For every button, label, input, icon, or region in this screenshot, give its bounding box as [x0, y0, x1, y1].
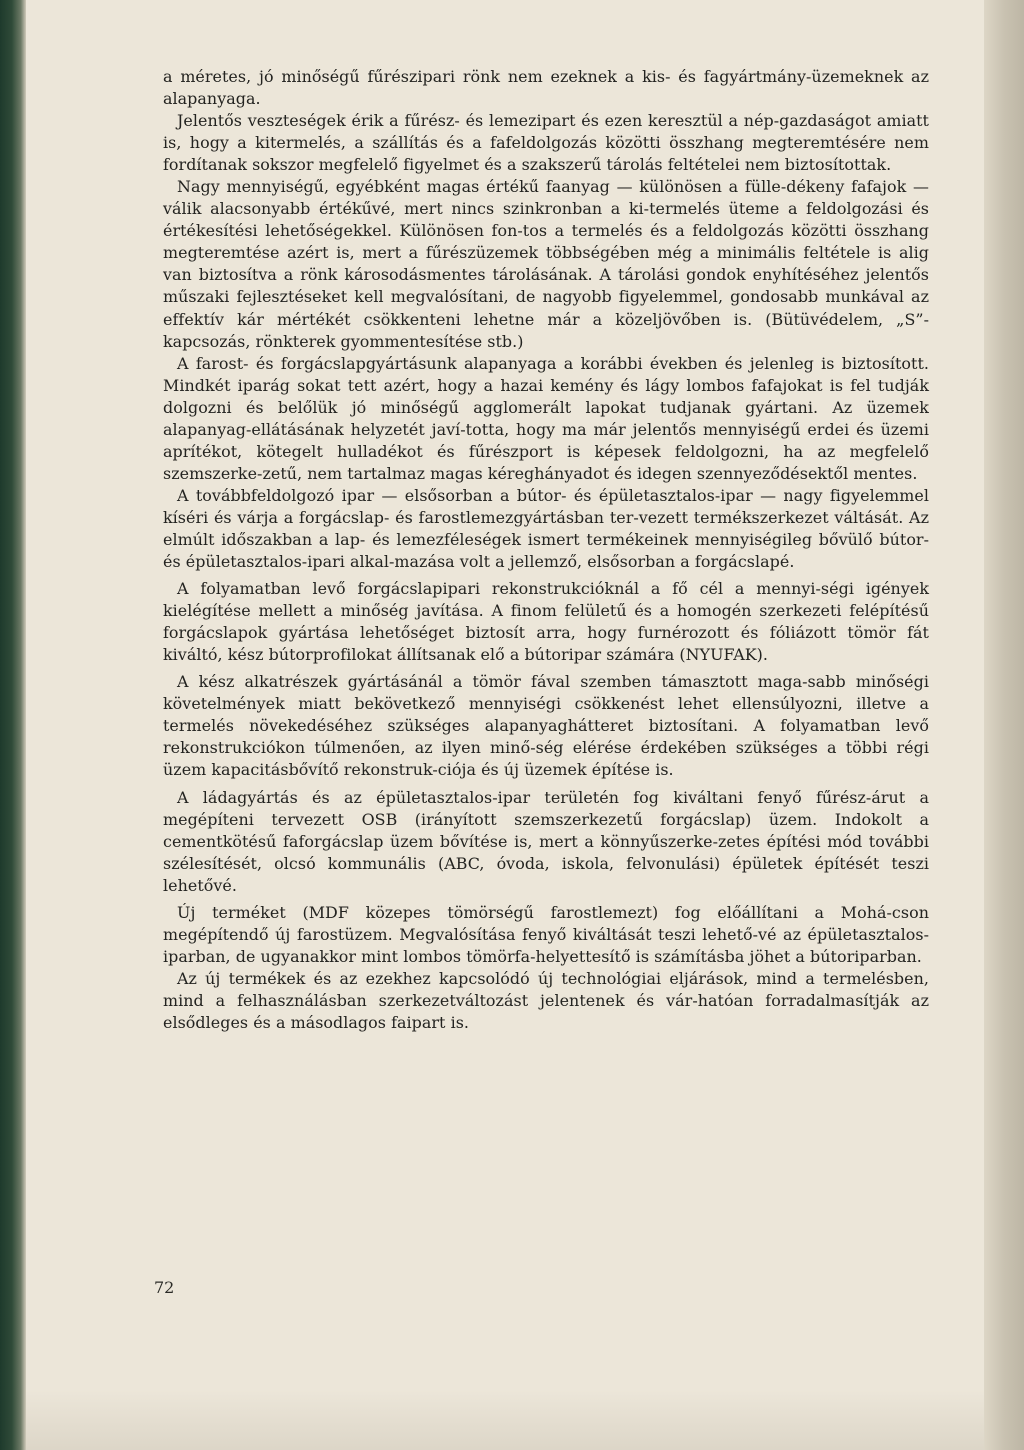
paragraph: A továbbfeldolgozó ipar — elsősorban a bútor- és épületasztalos-ipar — nagy figyelemmel kíséri és várja a forgácslap- és farostlemezgyártásban ter-vezett termékszerkezet váltását. Az elmúlt időszakban a lap- és lemezféleségek ismert termékeinek mennyiségileg bővülő bútor- és épületasztalos-ipari alkal-mazása volt a jellemző, elsősorban a forgácslapé.	[163, 485, 929, 572]
paragraph: Nagy mennyiségű, egyébként magas értékű faanyag — különösen a fülle-dékeny fafajok — válik alacsonyabb értékűvé, mert nincs szinkronban a ki-termelés üteme a feldolgozási és értékesítési lehetőségekkel. Különösen fon-tos a termelés és a feldolgozás közötti összhang megteremtése azért is, mert a fűrészüzemek többségében még a minimális feltétele is alig van biztosítva a rönk károsodásmentes tárolásának. A tárolási gondok enyhítéséhez jelentős műszaki fejlesztéseket kell megvalósítani, de nagyobb figyelemmel, gondosabb munkával az effektív kár mértékét csökkenteni lehetne már a közeljövőben is. (Bütüvédelem, „S”-kapcsozás, rönkterek gyommentesítése stb.)	[163, 177, 929, 351]
page-fore-edge	[984, 0, 1024, 1450]
page-number: 72	[154, 1278, 175, 1297]
paragraph: Új terméket (MDF közepes tömörségű farostlemezt) fog előállítani a Mohá-cson megépítendő új farostüzem. Megvalósítása fenyő kiváltását teszi lehető-vé az épületasztalos-iparban, de ugyanakkor mint lombos tömörfa-helyettesítő is számításba jöhet a bútoriparban.	[163, 902, 929, 966]
paragraph: A kész alkatrészek gyártásánál a tömör fával szemben támasztott maga-sabb minőségi követelmények miatt bekövetkező mennyiségi csökkenést lehet ellensúlyozni, illetve a termelés növekedéséhez szükséges alapanyaghátteret biztosítani. A folyamatban levő rekonstrukciókon túlmenően, az ilyen minő-ség elérése érdekében szükséges a többi régi üzem kapacitásbővítő rekonstruk-ciója és új üzemek építése is.	[163, 672, 929, 780]
paragraph: Az új termékek és az ezekhez kapcsolódó új technológiai eljárások, mind a termelésben, mind a felhasználásban szerkezetváltozást jelentenek és vár-hatóan forradalmasítják az elsődleges és a másodlagos faipart is.	[163, 968, 929, 1032]
paragraph: Jelentős veszteségek érik a fűrész- és lemezipart és ezen keresztül a nép-gazdaságot amiatt is, hogy a kitermelés, a szállítás és a fafeldolgozás közötti összhang megteremtésére nem fordítanak sokszor megfelelő figyelmet és a szakszerű tárolás feltételei nem biztosítottak.	[163, 111, 929, 175]
paragraph: A ládagyártás és az épületasztalos-ipar területén fog kiváltani fenyő fűrész-árut a megépíteni tervezett OSB (irányított szemszerkezetű forgácslap) üzem. Indokolt a cementkötésű faforgácslap üzem bővítése is, mert a könnyűszerke-zetes építési mód további szélesítését, olcsó kommunális (ABC, óvoda, iskola, felvonulási) épületek építését teszi lehetővé.	[163, 787, 929, 895]
paragraph: a méretes, jó minőségű fűrészipari rönk nem ezeknek a kis- és fagyártmány-üzemeknek az alapanyaga.	[163, 67, 929, 109]
book-binding-edge	[0, 0, 26, 1450]
paragraph: A farost- és forgácslapgyártásunk alapanyaga a korábbi években és jelenleg is biztosított. Mindkét iparág sokat tett azért, hogy a hazai kemény és lágy lombos fafajokat is fel tudják dolgozni és belőlük jó minőségű agglomerált lapokat tudjanak gyártani. Az üzemek alapanyag-ellátásának helyzetét javí-totta, hogy ma már jelentős mennyiségű erdei és üzemi aprítékot, kötegelt hulladékot és fűrészport is képesek feldolgozni, ha az megfelelő szemszerke-zetű, nem tartalmaz magas kéreghányadot és idegen szennyeződésektől mentes.	[163, 353, 929, 483]
page-shadow	[26, 1390, 984, 1450]
paragraph: A folyamatban levő forgácslapipari rekonstrukcióknál a fő cél a mennyi-ségi igények kielégítése mellett a minőség javítása. A finom felületű és a homogén szerkezeti felépítésű forgácslapok gyártása lehetőséget biztosít arra, hogy furnérozott és fóliázott tömör fát kiváltó, kész bútorprofilokat állítsanak elő a bútoripar számára (NYUFAK).	[163, 579, 929, 665]
body-text	[163, 66, 929, 1034]
